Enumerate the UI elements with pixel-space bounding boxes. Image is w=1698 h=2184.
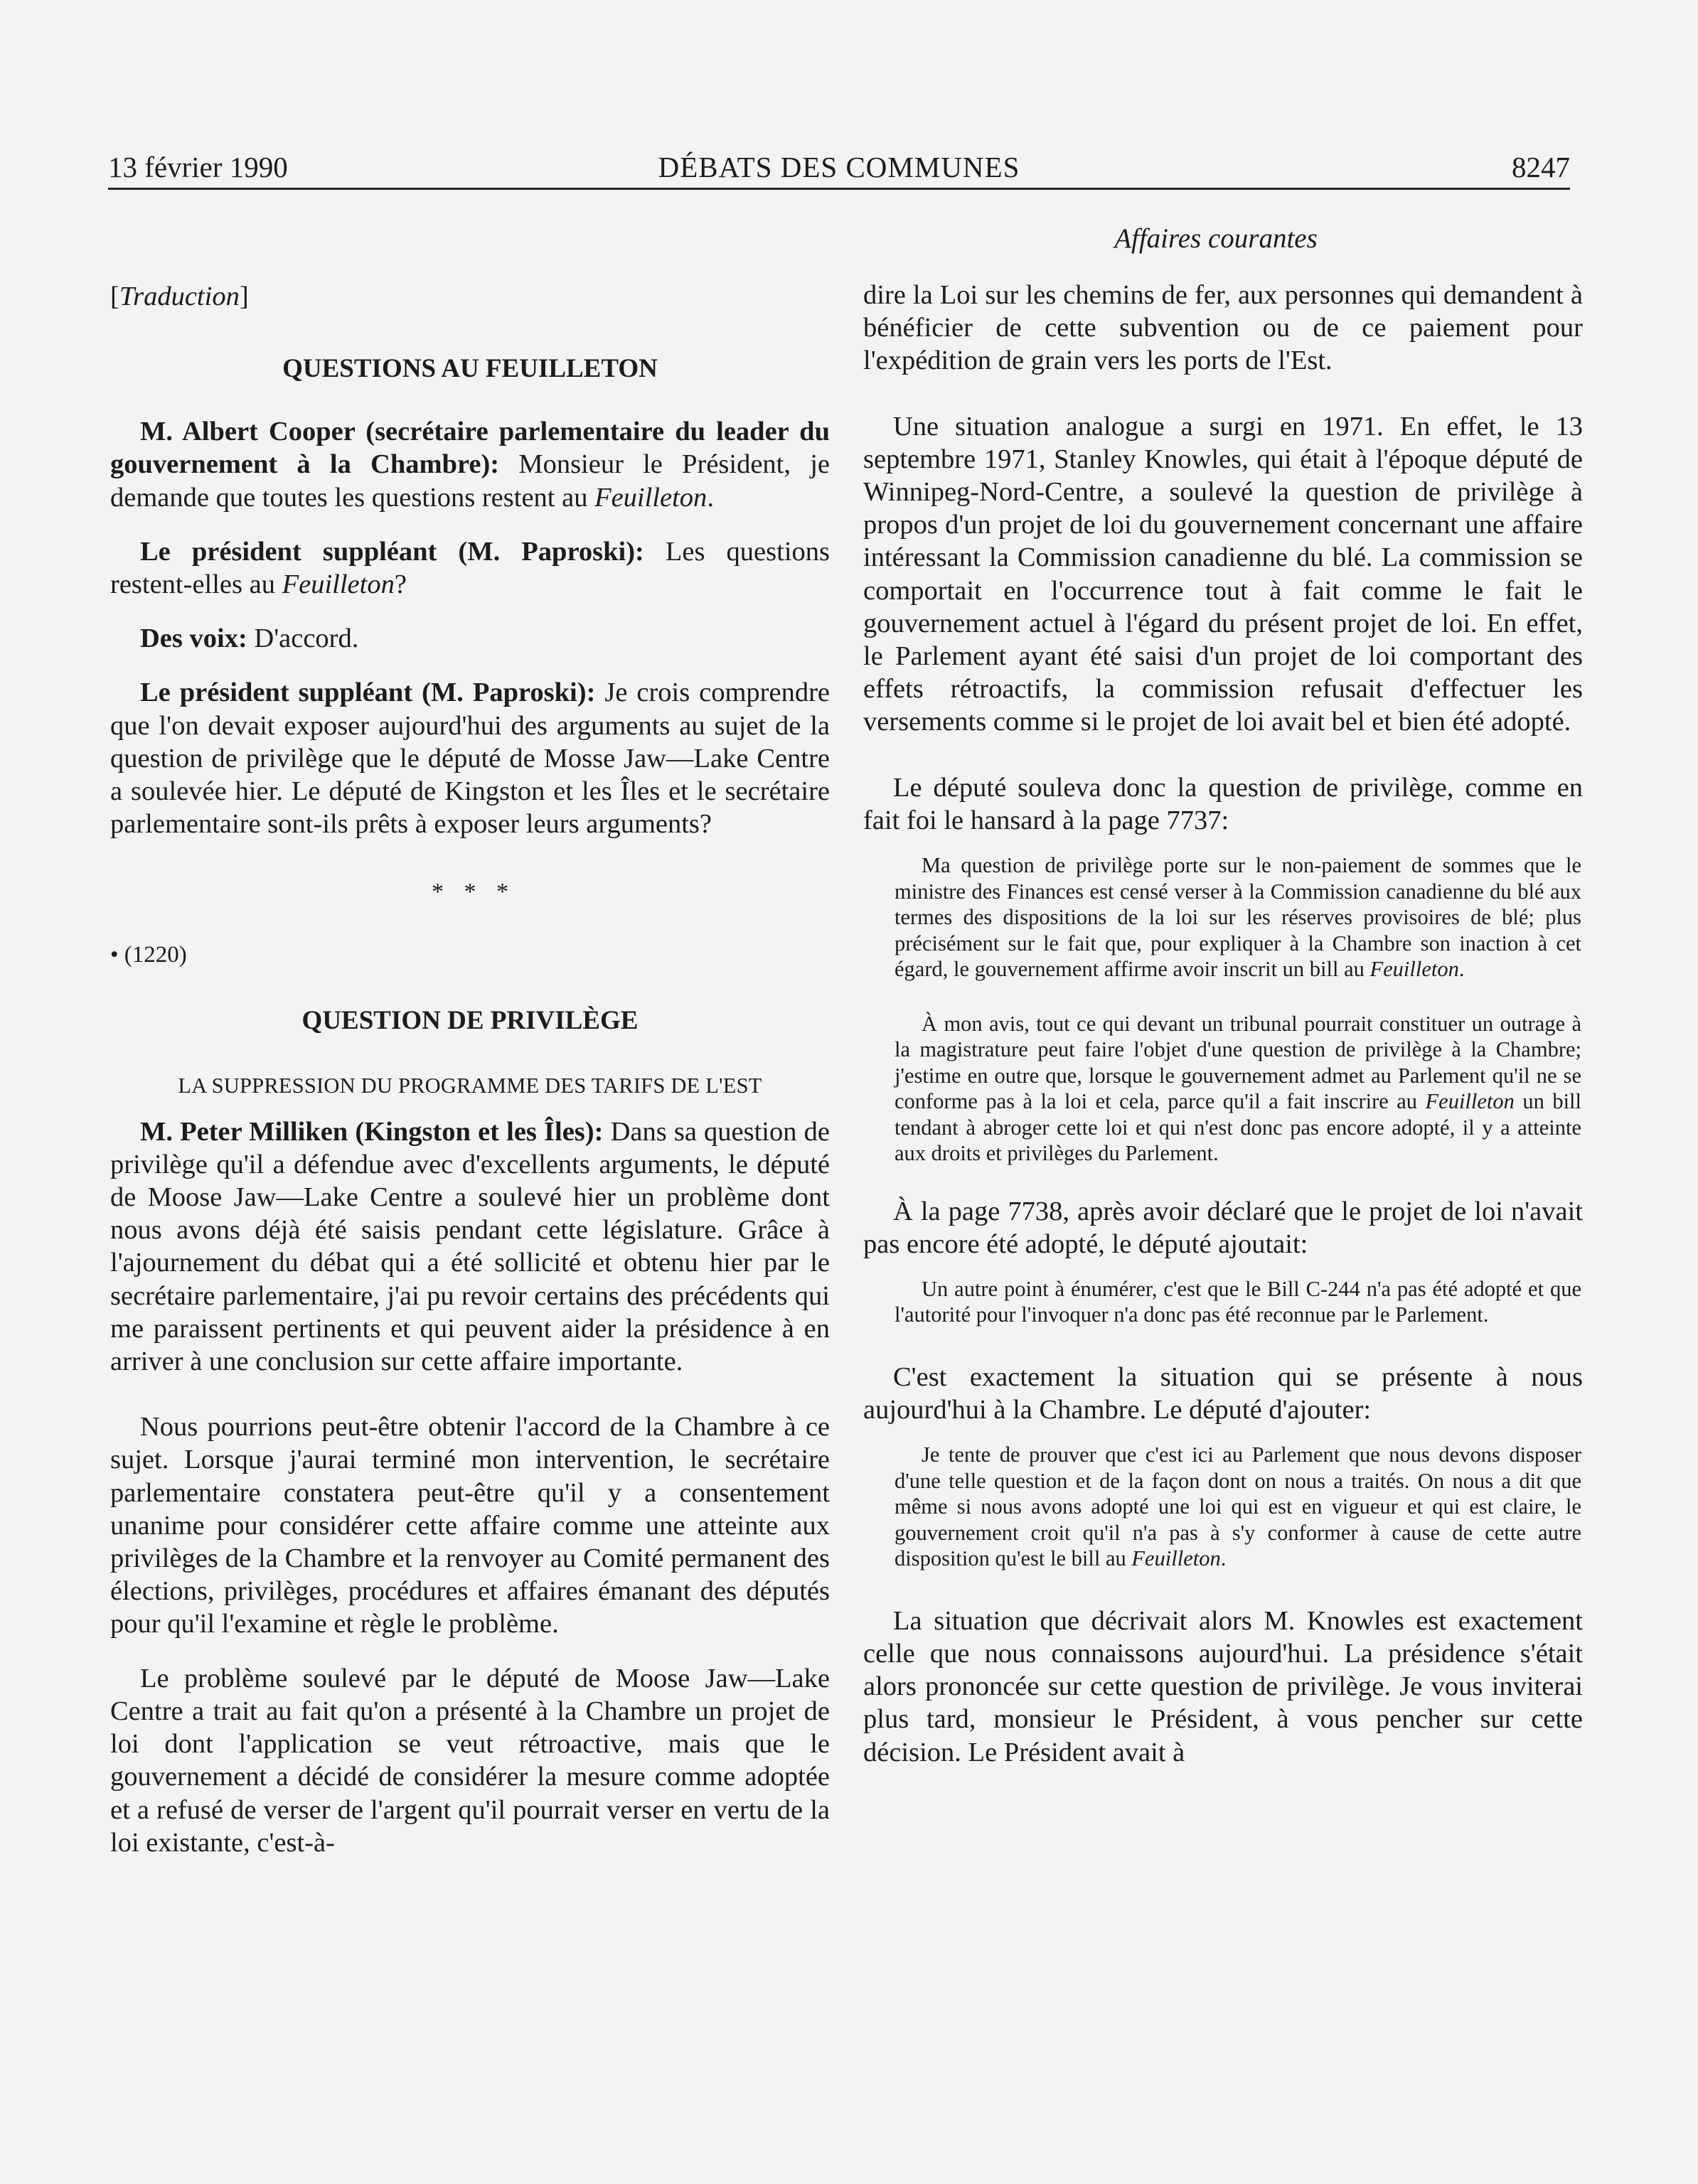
traduction-label: Traduction — [119, 282, 240, 311]
quote-block-1: Ma question de privilège porte sur le non-paiement de sommes que le ministre des Finances est censé verser à la Commission canadienne du blé aux termes des dispositions de la loi sur les réserves provisoires de blé; plus précisément sur le fait que, pour expliquer à la Chambre son inaction à cet égard, le gouvernement affirme avoir inscrit un bill au Feuilleton. — [895, 853, 1581, 982]
header-date: 13 février 1990 — [108, 151, 288, 183]
subheading-tarifs-est: LA SUPPRESSION DU PROGRAMME DES TARIFS DE L'EST — [178, 1073, 762, 1098]
time-marker: • (1220) — [110, 941, 187, 968]
paragraph-page-7738: À la page 7738, après avoir déclaré que le projet de loi n'avait pas encore été adopté, le député ajoutait: — [863, 1196, 1583, 1259]
paragraph-continuation: dire la Loi sur les chemins de fer, aux personnes qui demandent à bénéficier de cette subvention ou de ce paiement pour l'expédition de grain vers les ports de l'Est. — [863, 280, 1583, 376]
paragraph-des-voix: Des voix: D'accord. — [140, 623, 359, 654]
traduction-note: [Traduction] — [110, 282, 249, 311]
quote-block-2: À mon avis, tout ce qui devant un tribunal pourrait constituer un outrage à la magistrature peut faire l'objet d'une question de privilège à la Chambre; j'estime en outre que, lorsque le gouvernement admet au Parlement qu'il ne se conforme pas à la loi et cela, parce qu'il a fait inscrire au Feuilleton un bill tendant à abroger cette loi et qui n'est donc pas encore adopté, il y a atteinte aux droits et privilèges du Parlement. — [895, 1011, 1582, 1166]
speaker-paproski: Le président suppléant (M. Paproski): — [140, 678, 596, 708]
section-label: Affaires courantes — [1114, 223, 1318, 254]
page-header — [108, 149, 1570, 189]
quote-block-3: Un autre point à énumérer, c'est que le Bill C-244 n'a pas été adopté et que l'autorité pour l'invoquer n'a donc pas été reconnue par le Parlement. — [895, 1276, 1581, 1327]
paragraph-hansard-7737: Le député souleva donc la question de privilège, comme en fait foi le hansard à la page 7737: — [863, 772, 1583, 835]
header-title: DÉBATS DES COMMUNES — [658, 151, 1020, 183]
section-separator: * * * — [432, 879, 508, 906]
right-column — [863, 279, 1583, 1769]
speaker-milliken: M. Peter Milliken (Kingston et les Îles): — [140, 1116, 604, 1147]
paragraph-cooper: M. Albert Cooper (secrétaire parlementaire du leader du gouvernement à la Chambre): Monsieur le Président, je demande que toutes les questions restent au Feuilleton. — [110, 417, 830, 513]
speaker-des-voix: Des voix: — [140, 623, 247, 654]
header-rule — [108, 188, 1570, 190]
paragraph-paproski-1: Le président suppléant (M. Paproski): Les questions restent-elles au Feuilleton? — [110, 536, 830, 600]
heading-question-privilege: QUESTION DE PRIVILÈGE — [301, 1005, 639, 1035]
page-number: 8247 — [1512, 151, 1570, 183]
paragraph-knowles: La situation que décrivait alors M. Knowles est exactement celle que nous connaissons aujourd'hui. La présidence s'était alors prononcée sur cette question de privilège. Je vous inviterai plus tard, monsieur le Président, à vous pencher sur cette décision. Le Président avait à — [863, 1605, 1583, 1767]
paragraph-probleme: Le problème soulevé par le député de Moose Jaw—Lake Centre a trait au fait qu'on a présenté à la Chambre un projet de loi dont l'application se veut rétroactive, mais que le gouvernement a décidé de considérer la mesure comme adoptée et a refusé de verser de l'argent qu'il pourrait verser en vertu de la loi existante, c'est-à- — [110, 1663, 830, 1858]
heading-questions-feuilleton: QUESTIONS AU FEUILLETON — [282, 354, 658, 384]
speaker-cooper: M. Albert Cooper (secrétaire parlementaire du leader du gouvernement à la Chambre): — [110, 417, 830, 480]
paragraph-milliken: M. Peter Milliken (Kingston et les Îles): Dans sa question de privilège qu'il a défendue avec d'excellents arguments, le député de Moose Jaw—Lake Centre a soulevé hier un problème dont nous avons déjà été saisis pendant cette législature. Grâce à l'ajournement du débat qui a été sollicité et obtenu hier par le secrétaire parlementaire, j'ai pu revoir certains des précédents qui me paraissent pertinents et qui peuvent aider la présidence à en arriver à une conclusion sur cette affaire importante. — [110, 1116, 830, 1377]
quote-block-4: Je tente de prouver que c'est ici au Parlement que nous devons disposer d'une telle question et de la façon dont on nous a traités. On nous a dit que même si nous avons adopté une loi qui est en vigueur et qui est claire, le gouvernement croit qu'il n'a pas à s'y conformer à cause de cette autre disposition qu'est le bill au Feuilleton. — [895, 1442, 1581, 1571]
paragraph-paproski-2: Le président suppléant (M. Paproski): Je crois comprendre que l'on devait exposer aujourd'hui des arguments au sujet de la question de privilège que le député de Mosse Jaw—Lake Centre a soulevée hier. Le député de Kingston et les Îles et le secrétaire parlementaire sont-ils prêts à exposer leurs arguments? — [110, 678, 830, 840]
left-column — [110, 280, 830, 1859]
paragraph-accord: Nous pourrions peut-être obtenir l'accord de la Chambre à ce sujet. Lorsque j'aurai terminé mon intervention, le secrétaire parlementaire constatera peut-être qu'il y a consentement unanime pour considérer cette affaire comme une atteinte aux privilèges de la Chambre et la renvoyer au Comité permanent des élections, privilèges, procédures et affaires émanant des députés pour qu'il l'examine et règle le problème. — [110, 1412, 830, 1639]
paragraph-situation-1971: Une situation analogue a surgi en 1971. En effet, le 13 septembre 1971, Stanley Knowles, qui était à l'époque député de Winnipeg-Nord-Centre, a soulevé la question de privilège à propos d'un projet de loi du gouvernement concernant une affaire intéressant la Commission canadienne du blé. La commission se comportait en l'occurrence tout à fait comme le fait le gouvernement actuel à l'égard du présent projet de loi. En effet, le Parlement ayant été saisi d'un projet de loi comportant des effets rétroactifs, la commission refusait d'effectuer les versements comme si le projet de loi avait bel et bien été adopté. — [863, 411, 1583, 737]
paragraph-situation-aujourdhui: C'est exactement la situation qui se présente à nous aujourd'hui à la Chambre. Le député d'ajouter: — [863, 1361, 1583, 1425]
speaker-paproski: Le président suppléant (M. Paproski): — [140, 536, 644, 567]
